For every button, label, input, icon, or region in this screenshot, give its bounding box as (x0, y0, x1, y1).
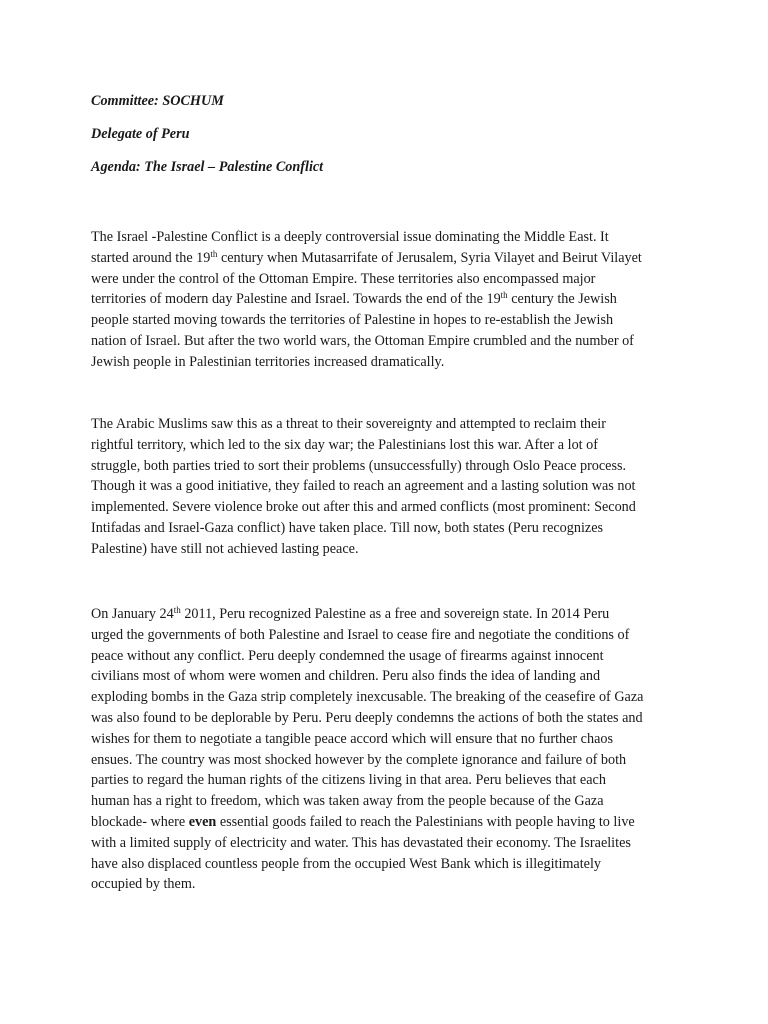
paragraph-line: people started moving towards the territories of Palestine in hopes to re-establish the Jewish (91, 312, 614, 329)
paragraph-line: occupied by them. (91, 876, 196, 893)
agenda-heading: Agenda: The Israel – Palestine Conflict (91, 159, 324, 175)
paragraph-line: peace without any conflict. Peru deeply condemned the usage of firearms against innocent (91, 647, 604, 664)
paragraph-line: Jewish people in Palestinian territories increased dramatically. (91, 353, 445, 370)
paragraph-line: wishes for them to negotiate a tangible peace accord which will ensure that no further chaos (91, 730, 613, 747)
paragraph-line: human has a right to freedom, which was taken away from the people because of the Gaza (91, 793, 604, 810)
paragraph-line: ensues. The country was most shocked however by the complete ignorance and failure of both (91, 751, 627, 768)
paragraph-line: struggle, both parties tried to sort their problems (unsuccessfully) through Oslo Peace process. (91, 457, 627, 474)
superscript: th (500, 290, 508, 301)
paragraph-peru-position (91, 604, 691, 895)
paragraph-line: The Arabic Muslims saw this as a threat to their sovereignty and attempted to reclaim their (91, 416, 606, 432)
paragraph-line: On January 24th 2011, Peru recognized Palestine as a free and sovereign state. In 2014 Peru (91, 605, 610, 622)
superscript: th (173, 605, 181, 616)
paragraph-line: rightful territory, which led to the six day war; the Palestinians lost this war. After a lot of (91, 436, 598, 453)
paragraph-line: with a limited supply of electricity and water. This has devastated their economy. The Israelites (91, 834, 631, 851)
paragraph-line: was also found to be deplorable by Peru. Peru deeply condemns the actions of both the states and (91, 709, 643, 726)
paragraph-line: implemented. Severe violence broke out after this and armed conflicts (most prominent: Second (91, 499, 636, 516)
committee-heading: Committee: SOCHUM (91, 93, 224, 109)
paragraph-line: Palestine) have still not achieved lasting peace. (91, 540, 359, 557)
paragraph-line: territories of modern day Palestine and Israel. Towards the end of the 19th century the Jewish (91, 290, 617, 308)
delegate-heading: Delegate of Peru (91, 126, 190, 142)
paragraph-line: Though it was a good initiative, they failed to reach an agreement and a lasting solution was not (91, 478, 636, 495)
paragraph-line: The Israel -Palestine Conflict is a deeply controversial issue dominating the Middle East. It (91, 229, 609, 245)
paragraph-line: were under the control of the Ottoman Empire. These territories also encompassed major (91, 270, 596, 287)
paragraph-line: have also displaced countless people from the occupied West Bank which is illegitimately (91, 855, 602, 872)
paragraph-history (91, 227, 691, 373)
paragraph-line: Intifadas and Israel-Gaza conflict) have taken place. Till now, both states (Peru recognizes (91, 519, 604, 536)
paragraph-line: parties to regard the human rights of the citizens living in that area. Peru believes that each (91, 772, 606, 789)
paragraph-line: urged the governments of both Palestine and Israel to cease fire and negotiate the conditions of (91, 626, 630, 643)
paragraph-conflict (91, 414, 691, 560)
paragraph-line: exploding bombs in the Gaza strip completely inexcusable. The breaking of the ceasefire of Gaza (91, 689, 644, 706)
paragraph-line: civilians most of whom were women and children. Peru also finds the idea of landing and (91, 668, 601, 685)
paragraph-line: started around the 19th century when Mutasarrifate of Jerusalem, Syria Vilayet and Beirut Vilayet (91, 248, 642, 266)
superscript: th (210, 248, 218, 259)
emphasis-even: even (188, 813, 217, 830)
paragraph-line: blockade- where even essential goods failed to reach the Palestinians with people having to live (91, 813, 635, 830)
paragraph-line: nation of Israel. But after the two world wars, the Ottoman Empire crumbled and the number of (91, 332, 634, 349)
